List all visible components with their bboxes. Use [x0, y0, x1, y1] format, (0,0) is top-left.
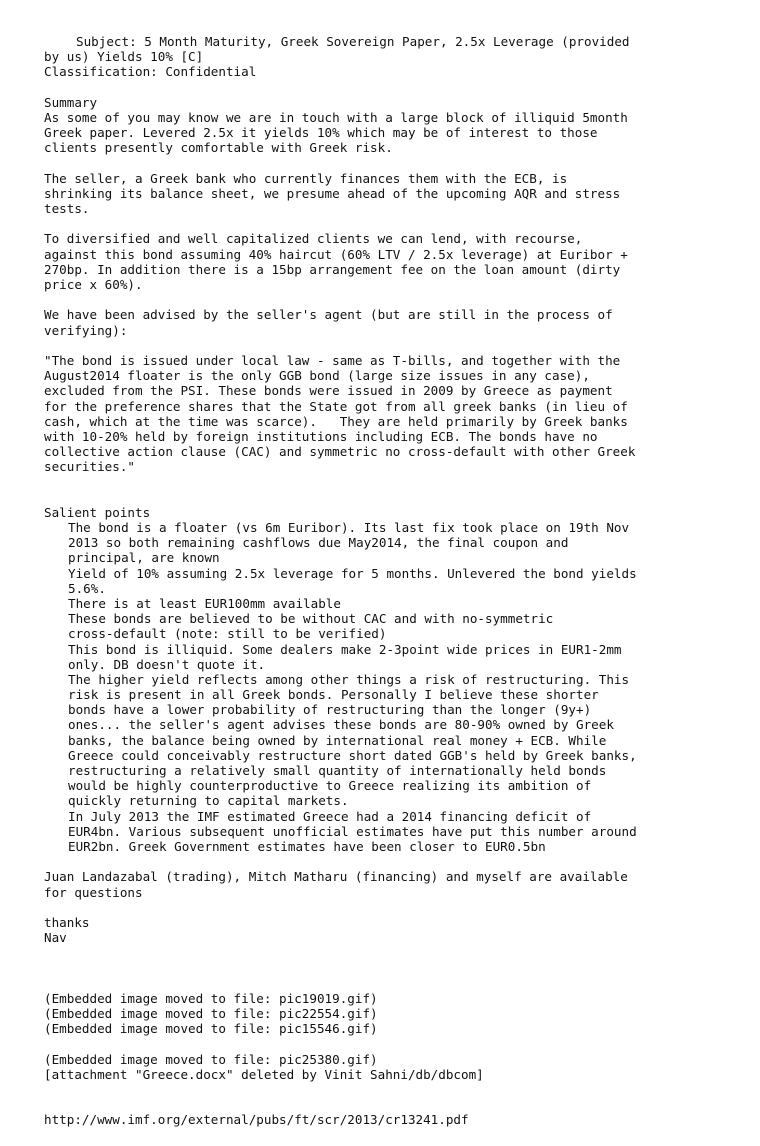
embedded-image-note: (Embedded image moved to file: pic19019.gif): [44, 990, 378, 1006]
list-item: cross-default (note: still to be verified): [68, 626, 387, 642]
salient-points-section: [44, 505, 744, 854]
list-item: In July 2013 the IMF estimated Greece had a 2014 financing deficit of: [68, 808, 592, 824]
email-document: [44, 34, 744, 1128]
text-line: price x 60%).: [44, 277, 143, 292]
text-line: Juan Landazabal (trading), Mitch Matharu (financing) and myself are available: [44, 869, 628, 885]
text-line: for the preference shares that the State got from all greek banks (in lieu of: [44, 398, 628, 414]
reference-url: http://www.imf.org/external/pubs/ft/scr/2013/cr13241.pdf: [44, 1112, 469, 1128]
list-item: principal, are known: [68, 550, 220, 566]
classification-label: Classification: Confidential: [44, 64, 257, 80]
text-line: collective action clause (CAC) and symmetric no cross-default with other Greek: [44, 444, 636, 460]
text-line: Greek paper. Levered 2.5x it yields 10% which may be of interest to those: [44, 125, 598, 141]
summary-intro-paragraph: [44, 110, 744, 156]
list-item: Greece could conceivably restructure short dated GGB's held by Greek banks,: [68, 747, 637, 763]
text-line: We have been advised by the seller's agent (but are still in the process of: [44, 307, 613, 323]
text-line: August2014 floater is the only GGB bond (large size issues in any case),: [44, 368, 590, 384]
text-line: excluded from the PSI. These bonds were issued in 2009 by Greece as payment: [44, 383, 613, 399]
text-line: securities.": [44, 459, 135, 475]
subject-line: by us) Yields 10% [C]: [44, 49, 204, 65]
list-item: ones... the seller's agent advises these bonds are 80-90% owned by Greek: [68, 717, 614, 733]
advised-paragraph: [44, 307, 744, 337]
embedded-image-note: (Embedded image moved to file: pic22554.gif): [44, 1006, 378, 1022]
text-line: shrinking its balance sheet, we presume ahead of the upcoming AQR and stress: [44, 185, 621, 201]
text-line: As some of you may know we are in touch with a large block of illiquid 5month: [44, 109, 628, 125]
salient-points-heading: Salient points: [44, 504, 151, 520]
text-line: The seller, a Greek bank who currently finances them with the ECB, is: [44, 170, 568, 186]
closing-section: [44, 869, 744, 945]
subject-line: Subject: 5 Month Maturity, Greek Sovereign Paper, 2.5x Leverage (provided: [76, 34, 630, 49]
lending-paragraph: [44, 231, 744, 292]
attachment-deleted-note: [attachment "Greece.docx" deleted by Vinit Sahni/db/dbcom]: [44, 1066, 484, 1082]
attachments-section: [44, 991, 744, 1082]
salient-points-list: [44, 520, 744, 854]
seller-paragraph: [44, 171, 744, 217]
text-line: 270bp. In addition there is a 15bp arrangement fee on the loan amount (dirty: [44, 261, 621, 277]
text-line: tests.: [44, 201, 90, 217]
text-line: with 10-20% held by foreign institutions including ECB. The bonds have no: [44, 428, 598, 444]
list-item: restructuring a relatively small quantity of internationally held bonds: [68, 763, 607, 779]
list-item: quickly returning to capital markets.: [68, 793, 349, 809]
list-item: Yield of 10% assuming 2.5x leverage for 5 months. Unlevered the bond yields: [68, 565, 637, 581]
summary-heading: Summary: [44, 94, 98, 110]
text-line: verifying):: [44, 322, 128, 338]
list-item: This bond is illiquid. Some dealers make 2-3point wide prices in EUR1-2mm: [68, 641, 622, 657]
list-item: 5.6%.: [68, 580, 106, 596]
closing-thanks: thanks: [44, 914, 90, 930]
list-item: The bond is a floater (vs 6m Euribor). Its last fix took place on 19th Nov: [68, 520, 630, 536]
list-item: risk is present in all Greek bonds. Personally I believe these shorter: [68, 687, 599, 703]
list-item: banks, the balance being owned by international real money + ECB. While: [68, 732, 607, 748]
text-line: cash, which at the time was scarce). They are held primarily by Greek banks: [44, 413, 628, 429]
embedded-image-note: (Embedded image moved to file: pic15546.gif): [44, 1021, 378, 1037]
list-item: bonds have a lower probability of restructuring than the longer (9y+): [68, 702, 592, 718]
embedded-image-note: (Embedded image moved to file: pic25380.gif): [44, 1051, 378, 1067]
text-line: clients presently comfortable with Greek risk.: [44, 140, 393, 156]
text-line: against this bond assuming 40% haircut (60% LTV / 2.5x leverage) at Euribor +: [44, 246, 628, 262]
list-item: would be highly counterproductive to Greece realizing its ambition of: [68, 778, 592, 794]
summary-section: [44, 95, 744, 475]
list-item: only. DB doesn't quote it.: [68, 656, 266, 672]
text-line: "The bond is issued under local law - same as T-bills, and together with the: [44, 352, 621, 368]
list-item: The higher yield reflects among other things a risk of restructuring. This: [68, 671, 630, 687]
list-item: EUR4bn. Various subsequent unofficial estimates have put this number around: [68, 823, 637, 839]
text-line: for questions: [44, 884, 143, 900]
signature: Nav: [44, 930, 67, 946]
quote-paragraph: [44, 353, 744, 475]
text-line: To diversified and well capitalized clients we can lend, with recourse,: [44, 231, 583, 247]
subject-block: [44, 34, 744, 80]
list-item: EUR2bn. Greek Government estimates have been closer to EUR0.5bn: [68, 838, 546, 854]
list-item: These bonds are believed to be without CAC and with no-symmetric: [68, 611, 554, 627]
list-item: There is at least EUR100mm available: [68, 595, 341, 611]
list-item: 2013 so both remaining cashflows due May2014, the final coupon and: [68, 535, 569, 551]
